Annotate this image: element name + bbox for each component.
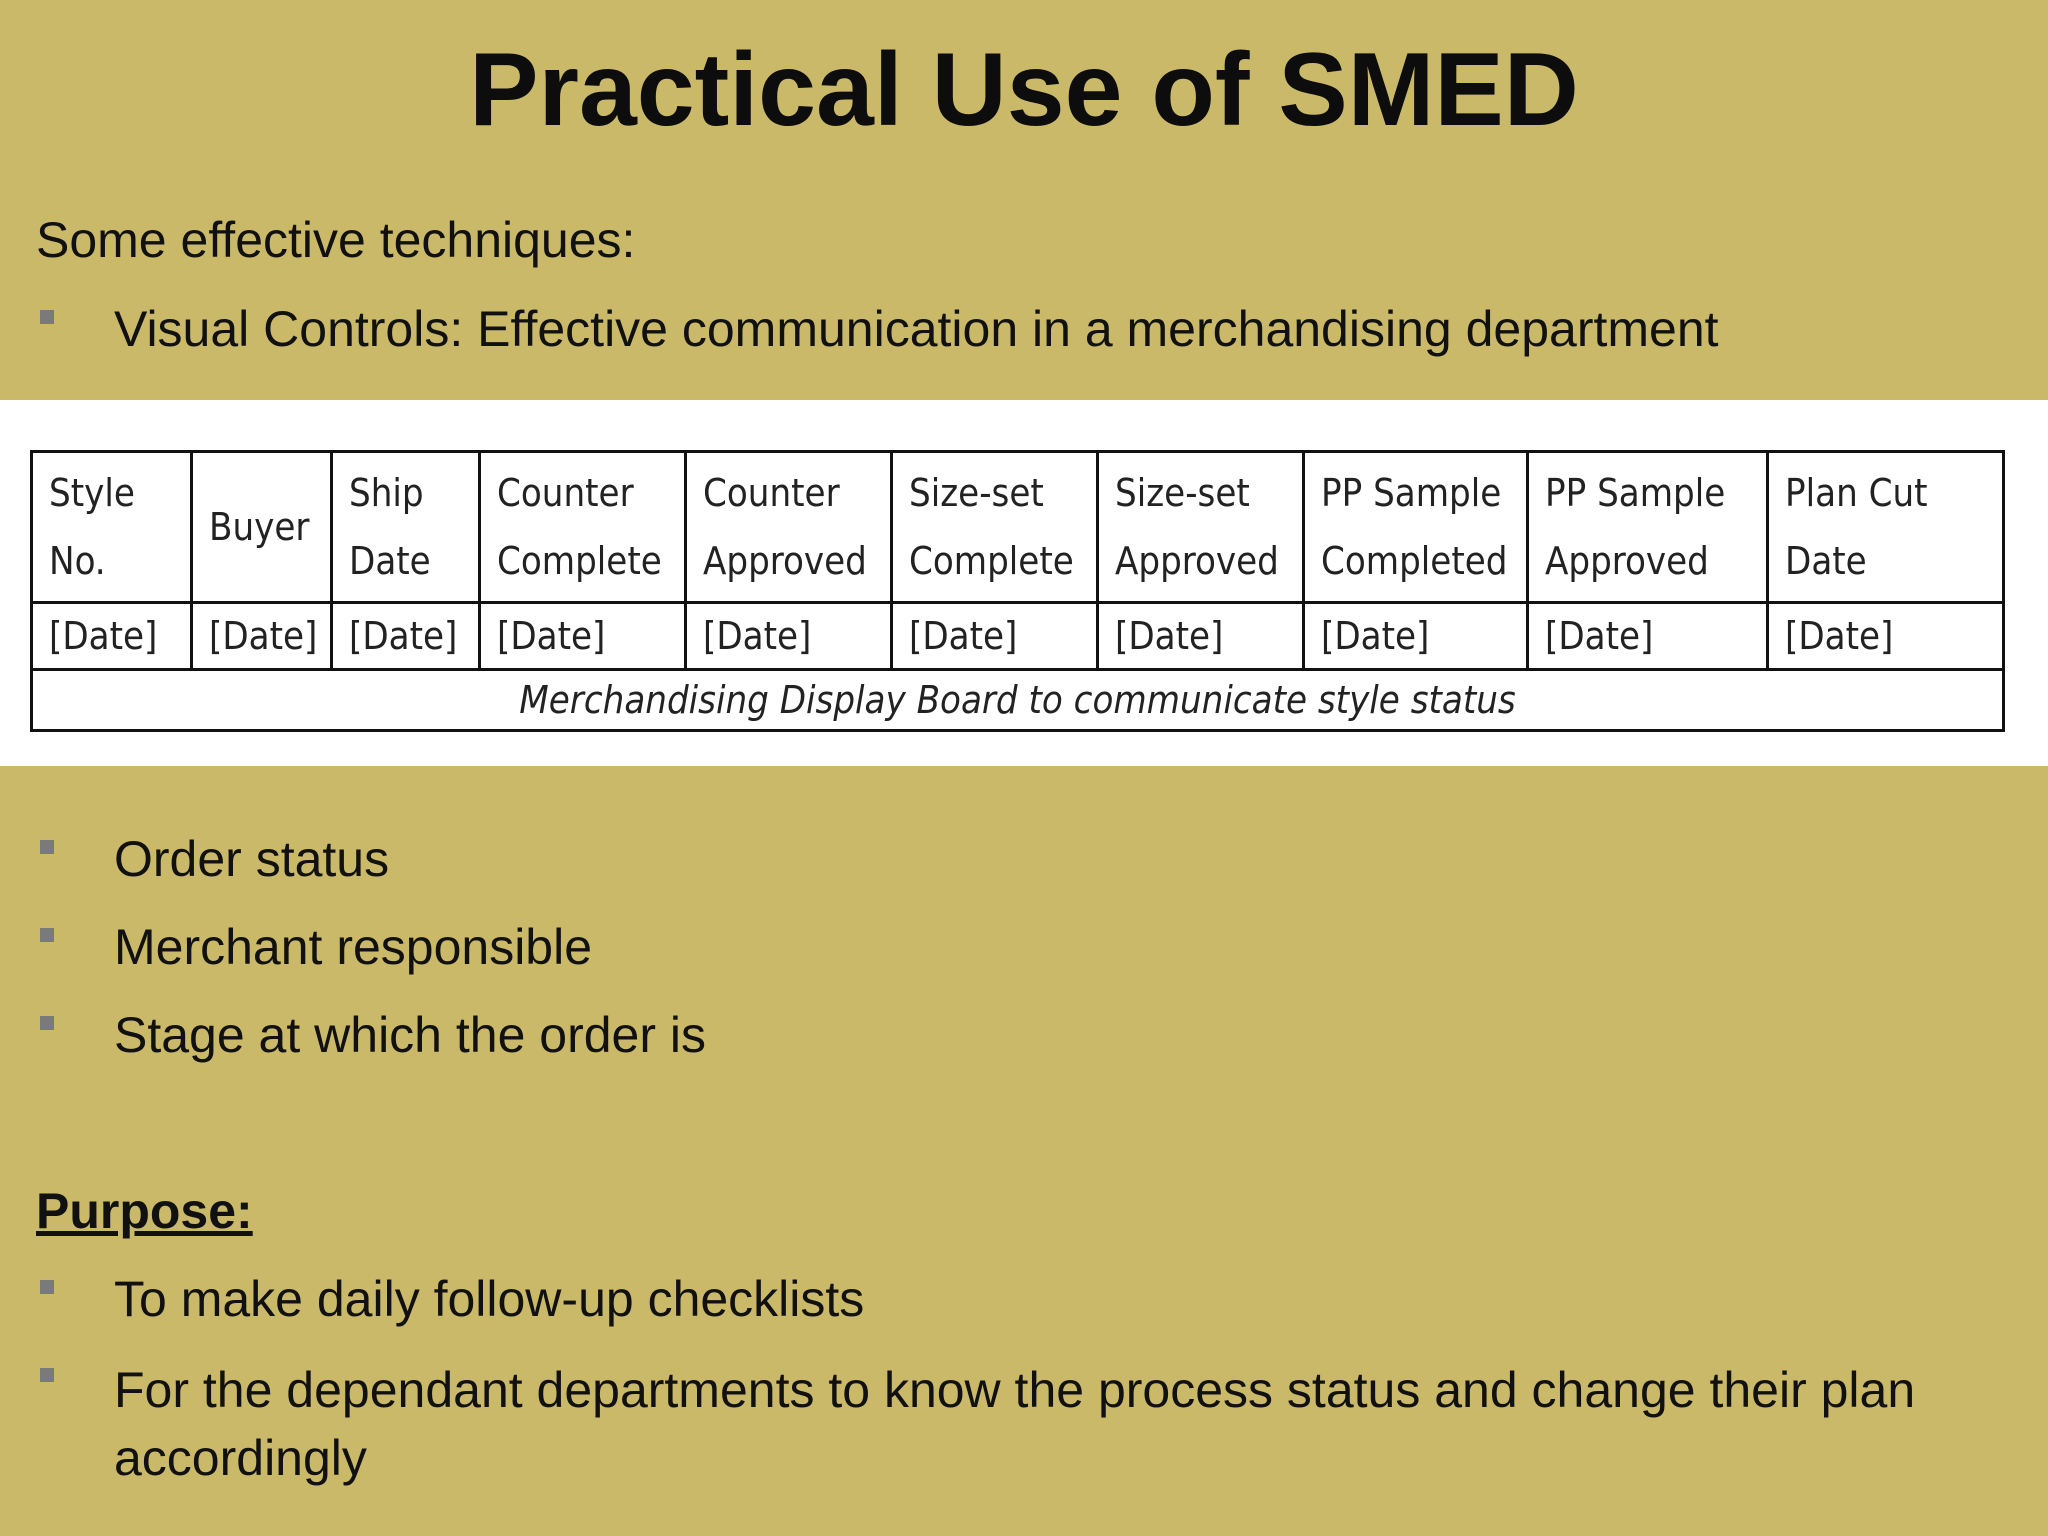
cell-counter-complete-date: [Date] [480, 603, 686, 670]
header-size-set-approved: Size-set Approved [1098, 452, 1304, 603]
header-pp-sample-approved: PP Sample Approved [1528, 452, 1768, 603]
bullet-item-daily-checklists [36, 1268, 2026, 1330]
cell-size-set-approved-date: [Date] [1098, 603, 1304, 670]
cell-pp-sample-approved-date: [Date] [1528, 603, 1768, 670]
bullet-text: Visual Controls: Effective communication in a merchandising department [114, 301, 1719, 357]
square-bullet-icon [36, 1356, 114, 1418]
cell-plan-cut-date: [Date] [1768, 603, 2004, 670]
square-bullet-icon [36, 1268, 114, 1330]
table-header-row [32, 452, 2004, 603]
bullet-text: Order status [114, 831, 390, 887]
intro-text: Some effective techniques: [36, 212, 636, 268]
cell-counter-approved-date: [Date] [686, 603, 892, 670]
square-bullet-icon [36, 1004, 114, 1066]
cell-buyer-date: [Date] [192, 603, 332, 670]
cell-style-no-date: [Date] [32, 603, 192, 670]
bullet-item-visual-controls [36, 298, 2026, 360]
header-plan-cut-date: Plan Cut Date [1768, 452, 2004, 603]
header-counter-approved: Counter Approved [686, 452, 892, 603]
bullet-text: For the dependant departments to know the process status and change their plan accordingly [114, 1362, 1916, 1486]
bullet-item-order-status [36, 828, 2026, 890]
bullet-item-stage [36, 1004, 2026, 1066]
header-counter-complete: Counter Complete [480, 452, 686, 603]
table-row [32, 603, 2004, 670]
table-caption: Merchandising Display Board to communicate style status [32, 670, 2004, 731]
cell-pp-sample-completed-date: [Date] [1304, 603, 1528, 670]
bullet-text: Merchant responsible [114, 919, 593, 975]
bullet-text: Stage at which the order is [114, 1007, 706, 1063]
header-style-no: Style No. [32, 452, 192, 603]
header-buyer: Buyer [192, 452, 332, 603]
cell-ship-date: [Date] [332, 603, 480, 670]
cell-size-set-complete-date: [Date] [892, 603, 1098, 670]
slide-title: Practical Use of SMED [469, 32, 1579, 148]
square-bullet-icon [36, 828, 114, 890]
header-pp-sample-completed: PP Sample Completed [1304, 452, 1528, 603]
header-size-set-complete: Size-set Complete [892, 452, 1098, 603]
purpose-heading: Purpose: [36, 1183, 253, 1239]
bullet-item-dependant-departments [36, 1356, 2026, 1492]
bullet-text: To make daily follow-up checklists [114, 1271, 865, 1327]
square-bullet-icon [36, 916, 114, 978]
merchandising-display-board-table [30, 450, 2005, 732]
table-caption-row [32, 670, 2004, 731]
bullet-item-merchant-responsible [36, 916, 2026, 978]
header-ship-date: Ship Date [332, 452, 480, 603]
square-bullet-icon [36, 298, 114, 360]
